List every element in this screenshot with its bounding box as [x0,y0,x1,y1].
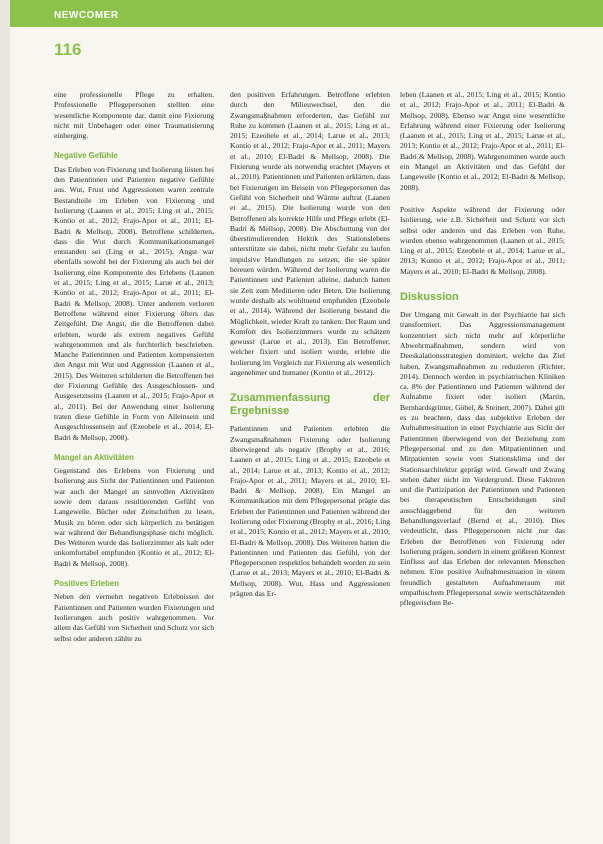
section-label: NEWCOMER [54,10,119,21]
paragraph-continued: den positiven Erfahrungen. Betroffene erlebten durch den Milieuwechsel, den die Zwangsmaßnahmen erforderten, das Gefühl zur Ruhe zu kommen (Laanen et al., 2015; Ling et al., 2015; Ezeobele et al., 2014; Larue et al., 2013; Kontio et al., 2012; Frajo-Apor et al., 2011; Mayers et al., 2010; El-Badri & Mellsop, 2008). Die Fixierung wurde als notwendig erachtet (Mayers et al., 2010). Patientinnen und Patienten erklärten, dass bei Fixierungen im Beisein von Pflegepersonen das Gefühl von Sicherheit und Wärme auftrat (Laanen et al., 2015). Die Isolierung wurde von den Betroffenen als korrekte Hilfe und Pflege erlebt (El-Badri & Mellsop, 2008). Die Abschottung von der überstimulierenden Hektik des Stationslebens unterstützte sie dabei, nicht mehr Gefahr zu laufen impulsive Handlungen zu setzen, die sie später bereuen würden. Während der Isolierung waren die Patientinnen und Patienten alleine, dadurch hatten sie Zeit zum Meditieren oder Beten. Die Isolierung wurde deshalb als wohltuend empfunden (Ezeobele et al., 2014). Während der Isolierung bestand die Möglichkeit, wieder Kraft zu tanken. Der Raum und Komfort des Isolierzimmers wurde zu schätzen gewusst (Larue et al., 2013). Ein Betroffener, welcher fixiert und isoliert wurde, erlebte die Isolierung im Vergleich zur Fixierung als wesentlich angenehmer und humaner (Kontio et al., 2012). [230,90,390,378]
paragraph-summary: Patientinnen und Patienten erlebten die Zwangsmaßnahmen Fixierung oder Isolierung überwiegend als negativ (Brophy et al., 2016; Laanen et al., 2015; Ling et al., 2015; Ezeobele et al., 2014; Larue et al., 2013; Kontio et al., 2012; Frajo-Apor et al., 2011; Mayers et al., 2010; El-Badri & Mellsop, 2008). Ein Mangel an Kommunikation mit dem Pflegepersonal prägte das Erleben der Patientinnen und Patienten während der Isolierung oder Fixierung (Brophy et al., 2016; Ling et al., 2015; Kontio et al., 2012; Mayers et al., 2010; El-Badri & Mellsop, 2008). Des Weiteren hatten die Patientinnen und Patienten das Gefühl, von der Pflegepersonen respektlos behandelt worden zu sein (Larue et al., 2013; Mayers et al., 2010; El-Badri & Mellsop, 2008). Wut, Hass und Aggressionen prägten das Er- [230,424,390,599]
paragraph-positive: Neben den vermehrt negativen Erlebnissen der Patientinnen und Patienten wurden Fixierungen und Isolierungen auch positiv wahrgenommen. Vor allem das Gefühl von Sicherheit und Schutz vor sich selbst oder anderen zählte zu [54,592,214,643]
page-number: 116 [54,40,82,59]
paragraph-mangel: Gegenstand des Erlebens von Fixierung und Isolierung aus Sicht der Patientinnen und Patienten war auch der Mangel an sinnvollen Aktivitäten sowie dem daraus resultierenden Gefühl von Langeweile. Bücher oder Zeitschriften zu lesen, Musik zu hören oder sich körperlich zu betätigen war während der Behandlungsphase nicht möglich. Des Weiteren wurde das Isolierzimmer als kalt oder unkomfortabel empfunden (Kontio et al., 2012; El-Badri & Mellsop, 2008). [54,466,214,568]
paragraph-intro: eine professionelle Pflege zu erhalten. Professionelle Pflegepersonen stellten eine wesentliche Komponente dar, damit eine Fixierung nicht mit Unbehagen oder einer Traumatisierung einherging. [54,90,214,141]
header-bar [10,0,603,27]
text-column-2 [230,90,390,835]
subheading-mangel: Mangel an Aktivitäten [54,452,134,462]
paragraph-negative: Das Erleben von Fixierung und Isolierung lösten bei den Patientinnen und Patienten negative Gefühle aus. Wut, Frust und Aggressionen waren zentrale Bestandteile im Erleben von Fixierung und Isolierung (Laanen et al., 2015; Ling et al., 2015; Kontio et al., 2012; Frajo-Apor et al., 2011; El-Badri & Mellsop, 2008). Betroffene schilderten, dass die Wut durch Kommunikationsmangel entstanden sei (Ling et al., 2015). Angst war ebenfalls sowohl bei der Fixierung als auch bei der Isolierung eine Komponente des Erlebens (Laanen et al., 2015; Ling et al., 2015; Larue et al., 2013; Kontio et al., 2012; Frajo-Apor et al., 2011; El-Badri & Mellsop, 2008). Unter anderem verloren Betroffene während einer Fixierung öfters das Zeitgefühl. Die Angst, die die Betroffenen dabei erlebten, wurde als extrem negatives Gefühl wahrgenommen und als furchterlich beschrieben. Manche Patientinnen und Patienten kompensierten den Angst mit Wut und Aggression (Laanen et al., 2015). Des Weiteren schilderten die Betroffenen bei der Fixierung Gefühle des Ausgeschlossen- und Ausgesetztseins (Laanen et al., 2015; Frajo-Apor et al., 2011). Bei der Anwendung einer Isolierung traten diese Gefühle in Form von Alleinsein und Ausgeschlossensein auf (Ezeobele et al., 2014; El-Badri & Mellsop, 2008). [54,164,214,442]
magazine-page [10,0,603,844]
subheading-negative: Negative Gefühle [54,151,118,161]
heading-summary: Zusammenfassung der Ergebnisse [230,392,390,418]
text-column-3 [400,90,565,835]
text-column-1 [54,90,214,835]
heading-discussion: Diskussion [400,291,459,304]
paragraph-discussion: Der Umgang mit Gewalt in der Psychiatrie hat sich transformiert. Das Aggressionsmanagement konzentriert sich nicht mehr auf körperliche Abwehrmaßnahmen, sondern wird von Deeskalationsstrategien dominiert, welche das Ziel haben, Zwangsmaßnahmen zu reduzieren (Richter, 2014). Dennoch werden in psychiatrischen Kliniken ca. 8% der Patientinnen und Patienten während der Aufnahme fixiert oder isoliert (Martin, Bernhardsgrütter, Göbel, & Steinert, 2007). Dabei gilt es zu beachten, dass das subjektive Erleben der Aufnahmesituation in einer Psychiatrie aus Sicht der Patientinnen überwiegend von der Beziehung zum Pflegepersonal und zu den Mitpatientinnen und Mitpatienten sowie vom Stationsklima und der Stationsarchitektur geprägt wird. Gewalt und Zwang stehen daher nicht im Vordergrund. Diese Faktoren und die Partizipation der Patientinnen und Patienten bei therapeutischen Entscheidungen sind ausschlaggebend für den weiteren Behandlungsverlauf (Bernd et al., 2010). Dies verdeutlicht, dass Pflegepersonen nicht nur das Erleben der Betroffenen von Fixierung oder Isolierung prägen, sondern in einem größeren Kontext Einfluss auf das Erleben der relevanten Menschen nehmen. Eine positive Aufnahmesituation in einem freundlich gestalteten Aufnahmeraum mit empathischem Pflegepersonal sowie wertschätzenden pflegerischen Be- [400,310,565,608]
paragraph-continued: leben (Laanen et al., 2015; Ling et al., 2015; Kontio et al., 2012; Frajo-Apor et al., 2011; El-Badri & Mellsop, 2008). Ebenso war Angst eine wesentliche Erfahrung während einer Fixierung oder Isolierung (Laanen et al., 2015; Ling et al., 2015; Larue et al., 2013; Kontio et al., 2012; Frajo-Apor et al., 2011; El-Badri & Mellsop, 2008). Wahrgenommen wurde auch ein Mangel an Aktivitäten und das Gefühl der Langeweile (Kontio et al., 2012; El-Badri & Mellsop, 2008). [400,90,565,192]
paragraph-positive-aspects: Positive Aspekte während der Fixierung oder Isolierung, wie z.B. Sicherheit und Schutz vor sich selbst oder anderen und das Erleben von Ruhe, wurden ebenso wahrgenommen (Laanen et al., 2015; Ling et al., 2015; Ezeobele et al., 2014; Larue et al., 2013; Kontio et al., 2012; Frajo-Apor et al., 2011; Mayers et al., 2010; El-Badri & Mellsop, 2008). [400,204,565,276]
subheading-positive: Positives Erleben [54,579,120,589]
